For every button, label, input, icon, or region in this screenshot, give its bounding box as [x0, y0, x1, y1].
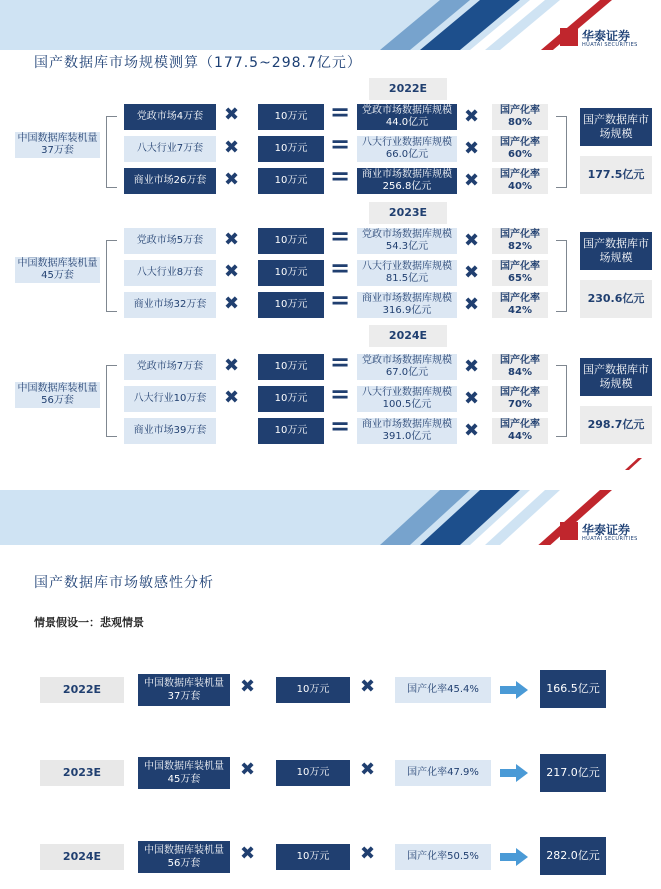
- segment-box: 党政市场7万套: [124, 354, 216, 380]
- segment-box: 商业市场39万套: [124, 418, 216, 444]
- brand-logo-icon: [560, 28, 578, 46]
- equals-icon: =: [330, 286, 351, 314]
- brand-name: 华泰证券: [582, 29, 631, 43]
- installs-box: 中国数据库装机量45万套: [138, 757, 230, 789]
- year-label: 2024E: [40, 844, 124, 870]
- rate-box: 国产化率47.9%: [395, 760, 491, 786]
- left-brace: [106, 365, 117, 437]
- scenario-label: 情景假设一：悲观情景: [34, 616, 144, 629]
- installs-box: 中国数据库装机量56万套: [138, 841, 230, 873]
- equals-icon: =: [330, 222, 351, 250]
- brand-name-en: HUATAI SECURITIES: [582, 42, 638, 48]
- segment-box: 商业市场32万套: [124, 292, 216, 318]
- times-icon: ✖: [224, 261, 240, 282]
- unit-price-box: 10万元: [258, 354, 324, 380]
- result-label: 国产数据库市场规模: [580, 108, 652, 146]
- times-icon: ✖: [224, 355, 240, 376]
- rate-box: 国产化率50.5%: [395, 844, 491, 870]
- arrow-right-icon: [500, 848, 528, 866]
- result-value: 177.5亿元: [580, 156, 652, 194]
- times-icon: ✖: [464, 230, 480, 251]
- rate-box: 国产化率70%: [492, 386, 548, 412]
- unit-price-box: 10万元: [276, 844, 350, 870]
- times-icon: ✖: [224, 169, 240, 190]
- total-installs: 中国数据库装机量56万套: [15, 382, 100, 408]
- times-icon: ✖: [464, 356, 480, 377]
- times-icon: ✖: [464, 294, 480, 315]
- times-icon: ✖: [224, 137, 240, 158]
- times-icon: ✖: [360, 843, 376, 864]
- rate-box: 国产化率42%: [492, 292, 548, 318]
- unit-price-box: 10万元: [258, 260, 324, 286]
- size-box: 党政市场数据库规模54.3亿元: [357, 228, 457, 254]
- segment-box: 党政市场5万套: [124, 228, 216, 254]
- rate-box: 国产化率40%: [492, 168, 548, 194]
- rate-box: 国产化率60%: [492, 136, 548, 162]
- year-label: 2024E: [369, 325, 447, 347]
- size-box: 党政市场数据库规模44.0亿元: [357, 104, 457, 130]
- size-box: 八大行业数据库规模100.5亿元: [357, 386, 457, 412]
- times-icon: ✖: [224, 229, 240, 250]
- times-icon: ✖: [224, 387, 240, 408]
- equals-icon: =: [330, 130, 351, 158]
- rate-box: 国产化率82%: [492, 228, 548, 254]
- times-icon: ✖: [240, 843, 256, 864]
- arrow-right-icon: [500, 764, 528, 782]
- size-box: 八大行业数据库规模81.5亿元: [357, 260, 457, 286]
- times-icon: ✖: [464, 106, 480, 127]
- unit-price-box: 10万元: [258, 136, 324, 162]
- times-icon: ✖: [464, 420, 480, 441]
- result-box: 166.5亿元: [540, 670, 606, 708]
- equals-icon: =: [330, 380, 351, 408]
- right-brace: [556, 240, 567, 312]
- result-box: 217.0亿元: [540, 754, 606, 792]
- unit-price-box: 10万元: [258, 386, 324, 412]
- result-value: 230.6亿元: [580, 280, 652, 318]
- equals-icon: =: [330, 348, 351, 376]
- rate-box: 国产化率44%: [492, 418, 548, 444]
- size-box: 党政市场数据库规模67.0亿元: [357, 354, 457, 380]
- segment-box: 八大行业10万套: [124, 386, 216, 412]
- unit-price-box: 10万元: [258, 228, 324, 254]
- times-icon: ✖: [224, 293, 240, 314]
- result-label: 国产数据库市场规模: [580, 232, 652, 270]
- times-icon: ✖: [464, 170, 480, 191]
- unit-price-box: 10万元: [276, 760, 350, 786]
- right-brace: [556, 116, 567, 188]
- left-brace: [106, 116, 117, 188]
- segment-box: 八大行业7万套: [124, 136, 216, 162]
- slide-title: 国产数据库市场规模测算（177.5~298.7亿元）: [34, 55, 362, 71]
- installs-box: 中国数据库装机量37万套: [138, 674, 230, 706]
- segment-box: 八大行业8万套: [124, 260, 216, 286]
- size-box: 八大行业数据库规模66.0亿元: [357, 136, 457, 162]
- times-icon: ✖: [360, 676, 376, 697]
- equals-icon: =: [330, 412, 351, 440]
- equals-icon: =: [330, 254, 351, 282]
- brand-name-en: HUATAI SECURITIES: [582, 536, 638, 542]
- slide-sensitivity: [0, 490, 661, 889]
- year-label: 2023E: [40, 760, 124, 786]
- year-label: 2023E: [369, 202, 447, 224]
- unit-price-box: 10万元: [258, 418, 324, 444]
- right-brace: [556, 365, 567, 437]
- result-label: 国产数据库市场规模: [580, 358, 652, 396]
- unit-price-box: 10万元: [276, 677, 350, 703]
- total-installs: 中国数据库装机量45万套: [15, 257, 100, 283]
- total-installs: 中国数据库装机量37万套: [15, 132, 100, 158]
- times-icon: ✖: [464, 262, 480, 283]
- result-box: 282.0亿元: [540, 837, 606, 875]
- footer-accent: [620, 455, 661, 470]
- rate-box: 国产化率80%: [492, 104, 548, 130]
- times-icon: ✖: [360, 759, 376, 780]
- times-icon: ✖: [240, 676, 256, 697]
- unit-price-box: 10万元: [258, 104, 324, 130]
- brand-name: 华泰证券: [582, 523, 631, 537]
- times-icon: ✖: [224, 104, 240, 125]
- rate-box: 国产化率45.4%: [395, 677, 491, 703]
- page-gap: [0, 470, 661, 490]
- segment-box: 商业市场26万套: [124, 168, 216, 194]
- left-brace: [106, 240, 117, 312]
- result-value: 298.7亿元: [580, 406, 652, 444]
- year-label: 2022E: [40, 677, 124, 703]
- year-label: 2022E: [369, 78, 447, 100]
- size-box: 商业市场数据库规模391.0亿元: [357, 418, 457, 444]
- equals-icon: =: [330, 162, 351, 190]
- times-icon: ✖: [464, 138, 480, 159]
- times-icon: ✖: [464, 388, 480, 409]
- arrow-right-icon: [500, 681, 528, 699]
- times-icon: ✖: [240, 759, 256, 780]
- size-box: 商业市场数据库规模316.9亿元: [357, 292, 457, 318]
- equals-icon: =: [330, 98, 351, 126]
- rate-box: 国产化率84%: [492, 354, 548, 380]
- slide-title: 国产数据库市场敏感性分析: [34, 575, 214, 591]
- unit-price-box: 10万元: [258, 292, 324, 318]
- size-box: 商业市场数据库规模256.8亿元: [357, 168, 457, 194]
- segment-box: 党政市场4万套: [124, 104, 216, 130]
- unit-price-box: 10万元: [258, 168, 324, 194]
- brand-logo-icon: [560, 522, 578, 540]
- rate-box: 国产化率65%: [492, 260, 548, 286]
